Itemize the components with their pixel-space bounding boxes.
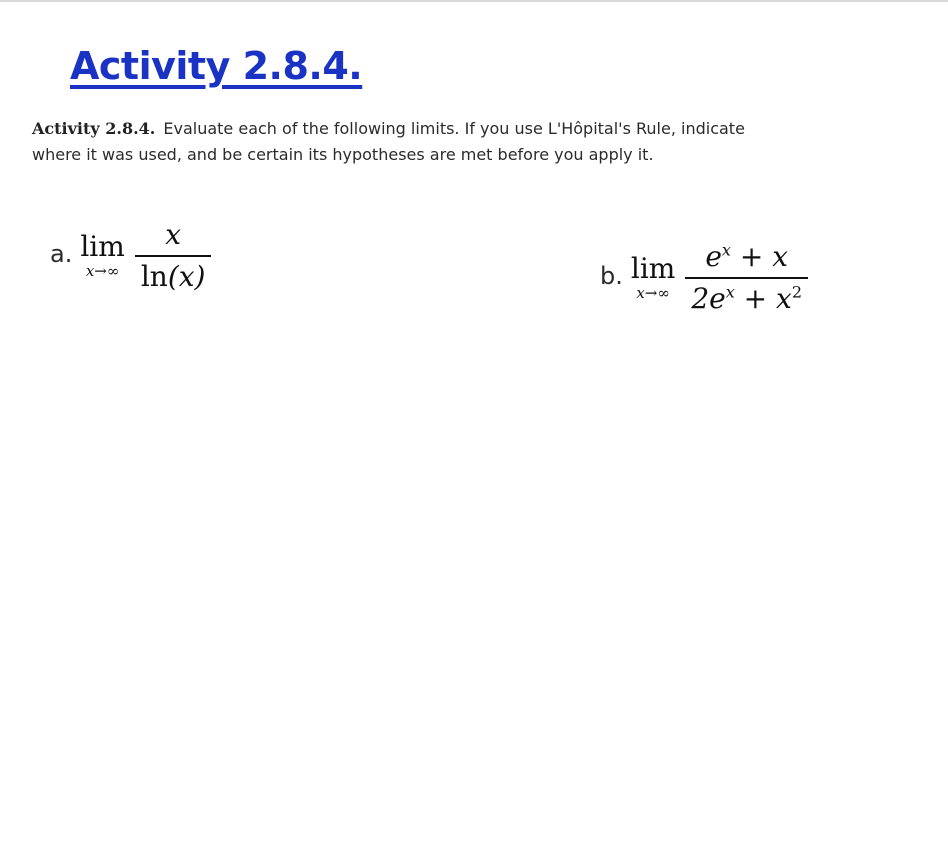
lim-subscript-a: x→∞ xyxy=(85,262,120,280)
denominator-coef-b: 2e xyxy=(691,282,726,315)
page-title[interactable]: Activity 2.8.4. xyxy=(70,44,363,88)
limit-part-a xyxy=(50,218,211,294)
numerator-a: x xyxy=(165,218,182,251)
activity-statement xyxy=(32,116,752,168)
fraction-a xyxy=(135,218,212,294)
numerator-b xyxy=(699,240,794,274)
denominator-exponent-b: x xyxy=(725,282,735,302)
numerator-base-b: e xyxy=(705,240,722,273)
limit-operator-b xyxy=(631,254,675,302)
lim-word-b: lim xyxy=(630,252,676,285)
denominator-arg-a: (x) xyxy=(167,260,206,293)
numerator-exponent-b: x xyxy=(721,240,731,260)
activity-text: Evaluate each of the following limits. If you use L'Hôpital's Rule, indicate where it was used, and be certain its hypotheses are met before you apply it. xyxy=(32,119,745,164)
denominator-a xyxy=(135,260,212,294)
lim-subscript-b: x→∞ xyxy=(636,284,670,302)
limit-operator-a xyxy=(80,232,124,280)
limit-part-b xyxy=(600,240,808,316)
activity-label: Activity 2.8.4. xyxy=(32,119,156,138)
part-letter-b: b. xyxy=(600,262,623,290)
denominator-b xyxy=(685,282,808,316)
denominator-exponent2-b: 2 xyxy=(791,282,803,302)
top-divider xyxy=(0,0,948,2)
fraction-bar-a xyxy=(135,255,212,257)
part-letter-a: a. xyxy=(50,240,73,268)
denominator-plus-b: + x xyxy=(734,282,792,315)
fraction-b xyxy=(685,240,808,316)
fraction-bar-b xyxy=(685,277,808,279)
numerator-rest-b: + x xyxy=(730,240,789,273)
lim-word-a: lim xyxy=(80,230,125,263)
denominator-fn-a: ln xyxy=(140,260,168,293)
